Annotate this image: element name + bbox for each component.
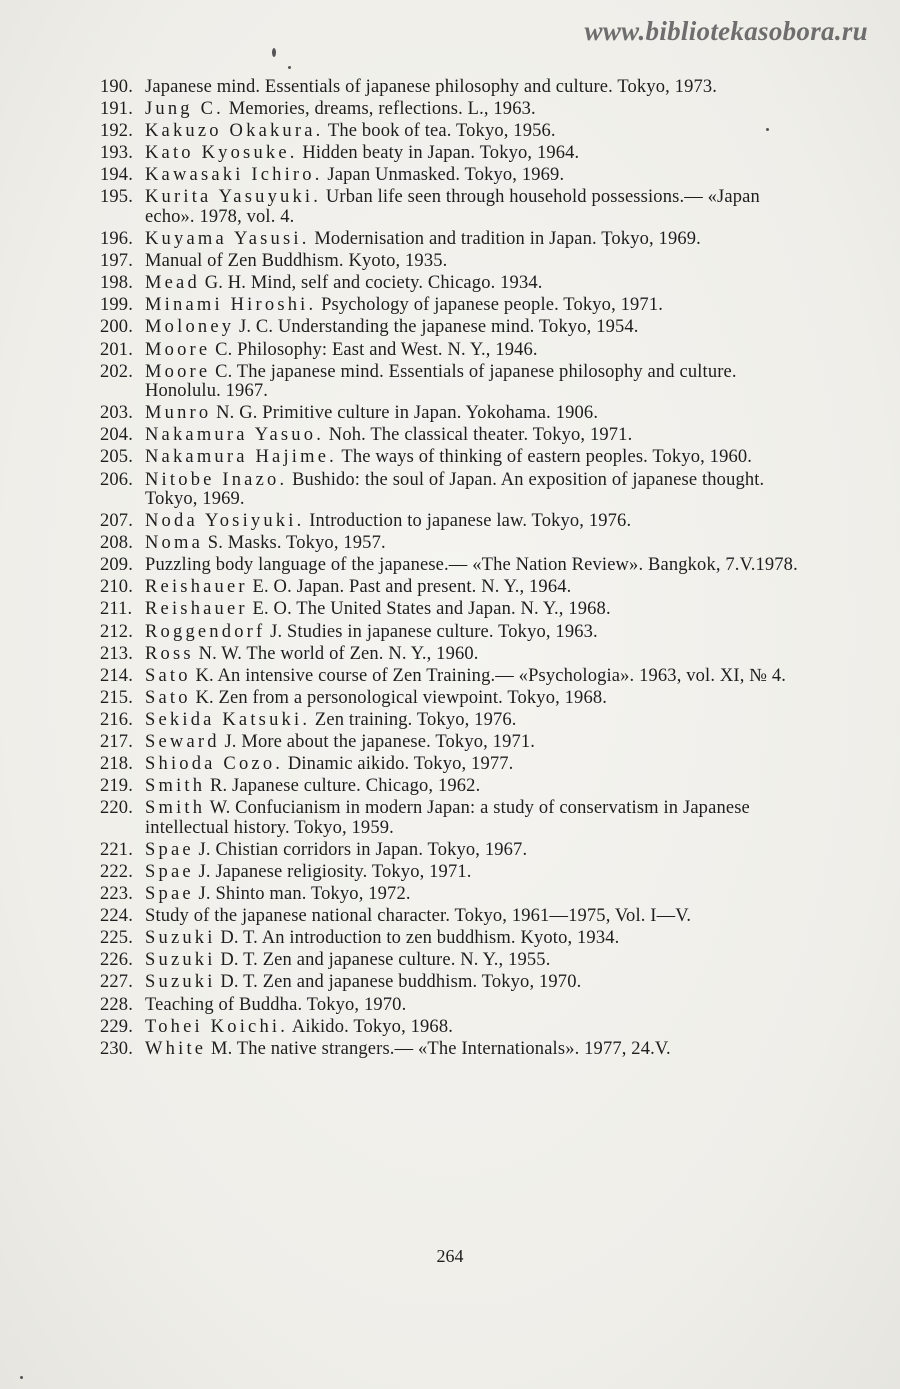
entry-number: 212. [100, 621, 133, 642]
entry-number: 198. [100, 273, 133, 294]
entry-author: Noda Yosiyuki. [145, 511, 305, 532]
entry-text: J. More about the japanese. Tokyo, 1971. [219, 732, 536, 753]
entry-text: J. C. Understanding the japanese mind. Tokyo, 1954. [234, 317, 639, 338]
entry-author: Kawasaki Ichiro. [145, 165, 323, 186]
entry-author: Tohei Koichi. [145, 1016, 289, 1037]
entry-text: G. H. Mind, self and cociety. Chicago. 1934. [199, 273, 543, 294]
entry-number: 205. [100, 447, 133, 468]
scan-speck [20, 1376, 23, 1379]
entry-number: 217. [100, 732, 133, 753]
bibliography-entry [0, 512, 900, 532]
entry-author: Suzuki [145, 972, 216, 993]
entry-number: 192. [100, 121, 133, 142]
entry-author: Jung C. [145, 99, 224, 120]
entry-text: Teaching of Buddha. Tokyo, 1970. [145, 994, 407, 1015]
entry-text: J. Chistian corridors in Japan. Tokyo, 1967. [193, 839, 528, 860]
entry-author: Moloney [145, 317, 235, 338]
bibliography-entry [0, 600, 900, 620]
entry-author: Mead [145, 273, 200, 294]
entry-text: J. Japanese religiosity. Tokyo, 1971. [193, 862, 472, 882]
bibliography-entry [0, 252, 900, 272]
entry-author: Sekida Katsuki. [145, 709, 311, 730]
entry-author: Smith [145, 776, 206, 797]
bibliography-entry [0, 471, 900, 510]
bibliography-entry [0, 733, 900, 753]
entry-author: Moore [145, 339, 211, 360]
bibliography-entry [0, 188, 900, 227]
bibliography-entry [0, 1040, 900, 1060]
entry-author: Ross [145, 643, 194, 664]
bibliography-entry [0, 711, 900, 731]
entry-number: 193. [100, 143, 133, 164]
bibliography-entry [0, 996, 900, 1016]
entry-number: 199. [100, 295, 133, 316]
entry-number: 216. [100, 709, 133, 730]
entry-text: Manual of Zen Buddhism. Kyoto, 1935. [145, 251, 448, 272]
entry-number: 191. [100, 99, 133, 120]
bibliography-entry [0, 274, 900, 294]
bibliography-list [0, 78, 900, 1062]
entry-number: 196. [100, 229, 133, 250]
bibliography-entry [0, 929, 900, 949]
entry-author: Spae [145, 884, 194, 905]
entry-author: Kato Kyosuke. [145, 143, 298, 164]
entry-author: Moore [145, 361, 211, 382]
entry-text: N. W. The world of Zen. N. Y., 1960. [193, 643, 479, 664]
entry-text: The ways of thinking of eastern peoples. Tokyo, 1960. [336, 447, 753, 468]
entry-author: Nakamura Hajime. [145, 447, 337, 468]
entry-text: R. Japanese culture. Chicago, 1962. [205, 776, 481, 797]
bibliography-entry [0, 78, 900, 98]
entry-number: 222. [100, 862, 133, 882]
entry-author: Seward [145, 732, 220, 753]
bibliography-entry [0, 296, 900, 316]
entry-author: Smith [145, 798, 206, 819]
entry-text: Memories, dreams, reflections. L., 1963. [223, 99, 536, 120]
entry-text: Psychology of japanese people. Tokyo, 1971. [316, 295, 663, 316]
entry-text: J. Shinto man. Tokyo, 1972. [193, 884, 411, 905]
entry-number: 228. [100, 994, 133, 1015]
entry-text: D. T. Zen and japanese buddhism. Tokyo, 1970. [215, 972, 582, 993]
bibliography-entry [0, 951, 900, 971]
bibliography-entry [0, 973, 900, 993]
entry-number: 220. [100, 798, 133, 819]
entry-author: Spae [145, 862, 194, 882]
bibliography-entry [0, 578, 900, 598]
entry-text: Noh. The classical theater. Tokyo, 1971. [324, 425, 633, 446]
entry-number: 209. [100, 555, 133, 576]
bibliography-entry [0, 623, 900, 643]
scan-speck [288, 66, 291, 69]
entry-number: 207. [100, 511, 133, 532]
entry-text: K. Zen from a personological viewpoint. Tokyo, 1968. [190, 687, 608, 708]
bibliography-entry [0, 907, 900, 927]
entry-number: 223. [100, 884, 133, 905]
entry-number: 211. [100, 599, 133, 620]
bibliography-entry [0, 404, 900, 424]
page-number: 264 [436, 1246, 464, 1266]
entry-author: Sato [145, 687, 191, 708]
entry-number: 208. [100, 533, 133, 554]
entry-text: Japan Unmasked. Tokyo, 1969. [322, 165, 565, 186]
entry-author: Shioda Cozo. [145, 754, 284, 775]
bibliography-entry [0, 841, 900, 861]
entry-number: 197. [100, 251, 133, 272]
bibliography-entry [0, 100, 900, 120]
entry-number: 226. [100, 950, 133, 971]
bibliography-entry [0, 122, 900, 142]
entry-number: 213. [100, 643, 133, 664]
bibliography-entry [0, 863, 900, 883]
entry-text: Hidden beaty in Japan. Tokyo, 1964. [297, 143, 580, 164]
entry-author: Spae [145, 839, 194, 860]
entry-text: D. T. Zen and japanese culture. N. Y., 1955. [215, 950, 551, 971]
entry-text: E. O. Japan. Past and present. N. Y., 1964. [247, 577, 572, 598]
entry-text: K. An intensive course of Zen Training.— «Psychologia». 1963, vol. XI, № 4. [190, 665, 787, 686]
entry-number: 230. [100, 1038, 133, 1059]
entry-author: Roggendorf [145, 621, 266, 642]
entry-number: 190. [100, 77, 133, 97]
bibliography-entry [0, 777, 900, 797]
bibliography-entry [0, 230, 900, 250]
bibliography-entry [0, 885, 900, 905]
bibliography-entry [0, 341, 900, 361]
bibliography-entry [0, 556, 900, 576]
bibliography-entry [0, 166, 900, 186]
entry-number: 203. [100, 403, 133, 424]
entry-text: Modernisation and tradition in Japan. Tokyo, 1969. [309, 229, 701, 250]
entry-author: Reishauer [145, 599, 248, 620]
entry-text: Japanese mind. Essentials of japanese philosophy and culture. Tokyo, 1973. [145, 77, 718, 97]
bibliography-entry [0, 426, 900, 446]
entry-author: Kakuzo Okakura. [145, 121, 324, 142]
entry-number: 204. [100, 425, 133, 446]
entry-number: 201. [100, 339, 133, 360]
entry-text: Dinamic aikido. Tokyo, 1977. [283, 754, 514, 775]
entry-author: Minami Hiroshi. [145, 295, 317, 316]
entry-text: Urban life seen through household possessions.— «Japan echo». 1978, vol. 4. [145, 187, 760, 227]
entry-number: 224. [100, 906, 133, 927]
entry-text: D. T. An introduction to zen buddhism. Kyoto, 1934. [215, 928, 620, 949]
entry-number: 202. [100, 361, 133, 382]
entry-text: E. O. The United States and Japan. N. Y., 1968. [247, 599, 611, 620]
bibliography-entry [0, 448, 900, 468]
bibliography-entry [0, 534, 900, 554]
entry-number: 221. [100, 839, 133, 860]
entry-number: 194. [100, 165, 133, 186]
entry-number: 227. [100, 972, 133, 993]
entry-author: Nakamura Yasuo. [145, 425, 325, 446]
entry-author: Kurita Yasuyuki. [145, 187, 322, 208]
entry-number: 214. [100, 665, 133, 686]
site-watermark: www.bibliotekasobora.ru [584, 16, 868, 46]
entry-number: 225. [100, 928, 133, 949]
entry-text: Puzzling body language of the japanese.— «The Nation Review». Bangkok, 7.V.1978. [145, 555, 798, 576]
bibliography-entry [0, 667, 900, 687]
entry-text: Study of the japanese national character. Tokyo, 1961—1975, Vol. I—V. [145, 906, 692, 927]
entry-number: 215. [100, 687, 133, 708]
bibliography-entry [0, 645, 900, 665]
entry-number: 229. [100, 1016, 133, 1037]
entry-number: 219. [100, 776, 133, 797]
entry-number: 200. [100, 317, 133, 338]
entry-text: W. Confucianism in modern Japan: a study of conservatism in Japanese intellectual history. Tokyo, 1959. [145, 798, 750, 838]
entry-author: Sato [145, 665, 191, 686]
entry-author: Suzuki [145, 950, 216, 971]
entry-author: Nitobe Inazo. [145, 469, 288, 490]
entry-text: J. Studies in japanese culture. Tokyo, 1963. [265, 621, 598, 642]
bibliography-entry [0, 363, 900, 402]
entry-text: Aikido. Tokyo, 1968. [288, 1016, 454, 1037]
entry-number: 218. [100, 754, 133, 775]
entry-author: Kuyama Yasusi. [145, 229, 310, 250]
bibliography-entry [0, 755, 900, 775]
entry-text: C. The japanese mind. Essentials of japanese philosophy and culture. Honolulu. 1967. [145, 361, 737, 402]
entry-author: Noma [145, 533, 204, 554]
entry-text: M. The native strangers.— «The Internationals». 1977, 24.V. [206, 1038, 671, 1059]
entry-author: Reishauer [145, 577, 248, 598]
entry-text: Zen training. Tokyo, 1976. [310, 709, 517, 730]
entry-text: S. Masks. Tokyo, 1957. [203, 533, 386, 554]
bibliography-entry [0, 689, 900, 709]
bibliography-entry [0, 799, 900, 838]
entry-author: Suzuki [145, 928, 216, 949]
bibliography-entry [0, 144, 900, 164]
entry-author: Munro [145, 403, 212, 424]
entry-number: 206. [100, 469, 133, 490]
entry-text: The book of tea. Tokyo, 1956. [323, 121, 556, 142]
entry-author: White [145, 1038, 207, 1059]
entry-text: N. G. Primitive culture in Japan. Yokohama. 1906. [211, 403, 599, 424]
scan-speck [272, 48, 276, 57]
entry-text: Introduction to japanese law. Tokyo, 1976. [304, 511, 632, 532]
entry-text: C. Philosophy: East and West. N. Y., 1946. [210, 339, 538, 360]
entry-text: Bushido: the soul of Japan. An exposition of japanese thought. Tokyo, 1969. [145, 469, 765, 509]
bibliography-entry [0, 1018, 900, 1038]
bibliography-entry [0, 318, 900, 338]
entry-number: 210. [100, 577, 133, 598]
entry-number: 195. [100, 187, 133, 208]
